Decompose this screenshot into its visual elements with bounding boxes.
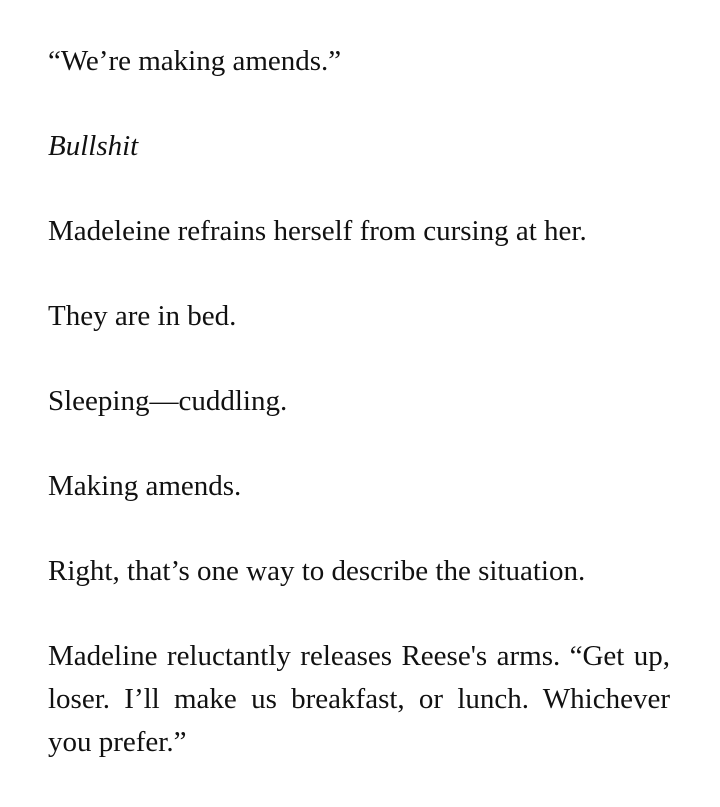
- document-body: [48, 40, 670, 764]
- paragraph-dialogue-amends: “We’re making amends.”: [48, 45, 342, 77]
- paragraph-in-bed: They are in bed.: [48, 300, 237, 332]
- paragraph-refrains: Madeleine refrains herself from cursing at her.: [48, 215, 587, 247]
- paragraph-releases-arms: Madeline reluctantly releases Reese's arms. “Get up, loser. I’ll make us breakfast, or lunch. Whichever you prefer.”: [48, 640, 670, 758]
- paragraph-describe-situation: Right, that’s one way to describe the situation.: [48, 555, 586, 587]
- paragraph-making-amends: Making amends.: [48, 470, 242, 502]
- paragraph-sleeping-cuddling: Sleeping—cuddling.: [48, 385, 288, 417]
- paragraph-thought-italic: Bullshit: [48, 130, 139, 162]
